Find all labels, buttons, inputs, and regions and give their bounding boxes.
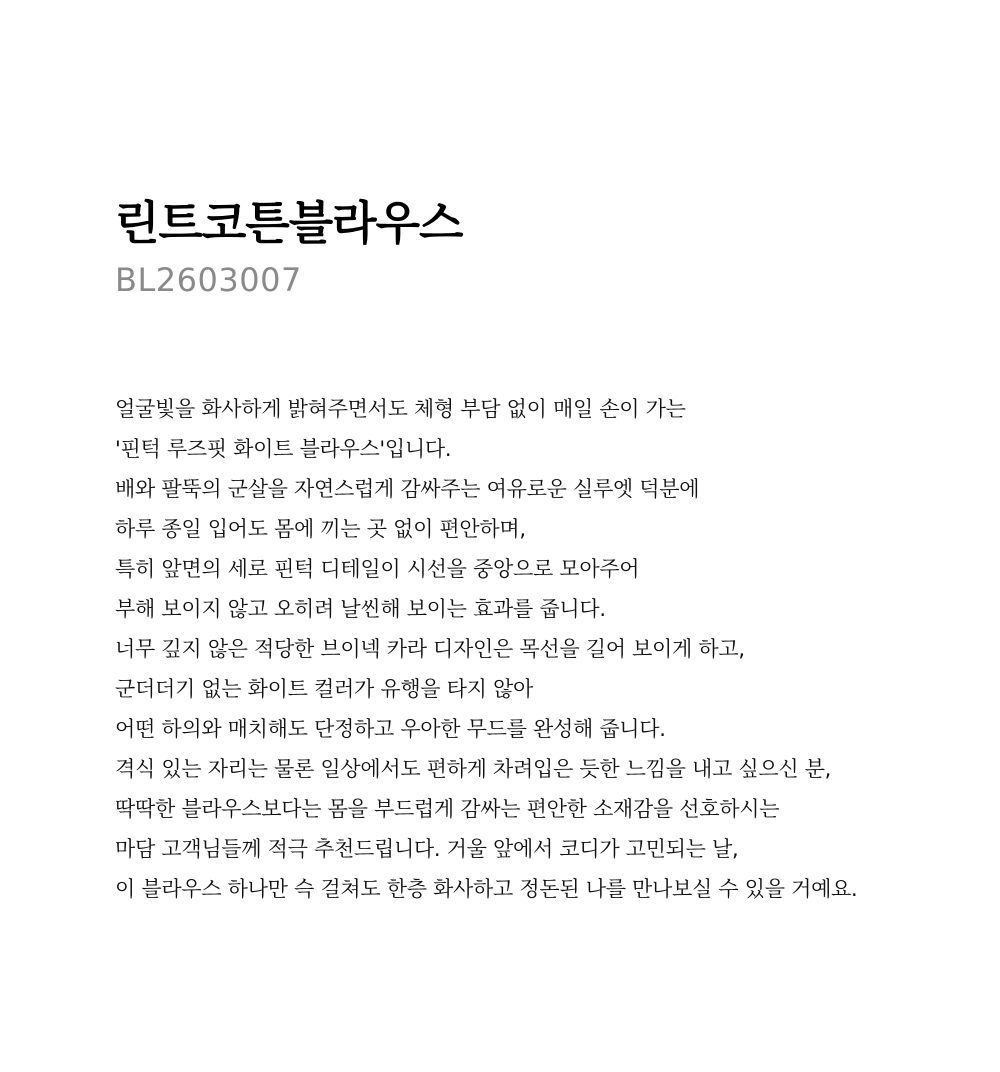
product-code: BL2603007 xyxy=(115,261,302,299)
product-description xyxy=(115,389,975,909)
description-line-7: 너무 깊지 않은 적당한 브이넥 카라 디자인은 목선을 길어 보이게 하고, xyxy=(115,637,745,661)
description-line-5: 특히 앞면의 세로 핀턱 디테일이 시선을 중앙으로 모아주어 xyxy=(115,557,640,581)
description-line-9: 어떤 하의와 매치해도 단정하고 우아한 무드를 완성해 줍니다. xyxy=(115,717,666,741)
description-line-11: 딱딱한 블라우스보다는 몸을 부드럽게 감싸는 편안한 소재감을 선호하시는 xyxy=(115,797,780,821)
description-line-8: 군더더기 없는 화이트 컬러가 유행을 타지 않아 xyxy=(115,677,533,701)
product-detail xyxy=(115,188,975,909)
description-line-4: 하루 종일 입어도 몸에 끼는 곳 없이 편안하며, xyxy=(115,517,526,541)
description-line-10: 격식 있는 자리는 물론 일상에서도 편하게 차려입은 듯한 느낌을 내고 싶으신 분, xyxy=(115,757,832,781)
product-title: 린트코튼블라우스 xyxy=(115,196,463,250)
description-line-13: 이 블라우스 하나만 슥 걸쳐도 한층 화사하고 정돈된 나를 만나보실 수 있을 거예요. xyxy=(115,877,858,901)
description-line-1: 얼굴빛을 화사하게 밝혀주면서도 체형 부담 없이 매일 손이 가는 xyxy=(115,397,686,421)
description-line-2: '핀턱 루즈핏 화이트 블라우스'입니다. xyxy=(115,437,452,461)
description-line-6: 부해 보이지 않고 오히려 날씬해 보이는 효과를 줍니다. xyxy=(115,597,606,621)
description-line-3: 배와 팔뚝의 군살을 자연스럽게 감싸주는 여유로운 실루엣 덕분에 xyxy=(115,477,700,501)
description-line-12: 마담 고객님들께 적극 추천드립니다. 거울 앞에서 코디가 고민되는 날, xyxy=(115,837,739,861)
